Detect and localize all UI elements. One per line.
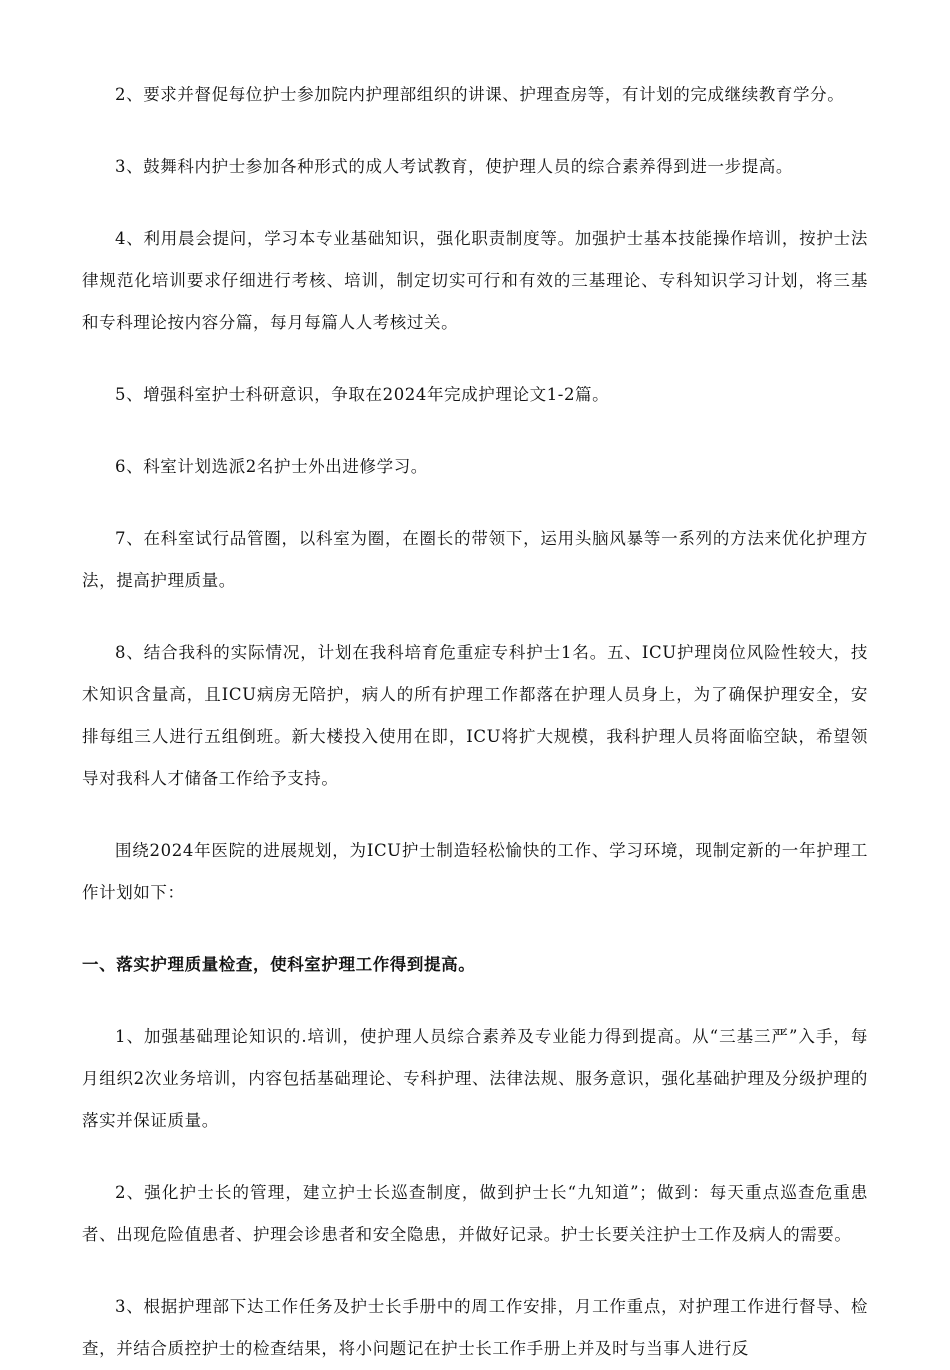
paragraph-section-item-3: 3、根据护理部下达工作任务及护士长手册中的周工作安排，月工作重点，对护理工作进行督导、检查，并结合质控护士的检查结果，将小问题记在护士长工作手册上并及时与当事人进行反: [82, 1297, 868, 1358]
paragraph-intro: 围绕2024年医院的进展规划，为ICU护士制造轻松愉快的工作、学习环境，现制定新的一年护理工作计划如下：: [82, 841, 868, 902]
paragraph-item-6: 6、科室计划选派2名护士外出进修学习。: [115, 457, 428, 476]
paragraph-item-8: 8、结合我科的实际情况，计划在我科培育危重症专科护士1名。五、ICU护理岗位风险性较大，技术知识含量高，且ICU病房无陪护，病人的所有护理工作都落在护理人员身上，为了确保护理安全，安排每组三人进行五组倒班。新大楼投入使用在即，ICU将扩大规模，我科护理人员将面临空缺，希望领导对我科人才储备工作给予支持。: [82, 643, 868, 788]
paragraph-item-4: 4、利用晨会提问，学习本专业基础知识，强化职责制度等。加强护士基本技能操作培训，按护士法律规范化培训要求仔细进行考核、培训，制定切实可行和有效的三基理论、专科知识学习计划，将三基和专科理论按内容分篇，每月每篇人人考核过关。: [82, 229, 868, 332]
paragraph-section-item-1: 1、加强基础理论知识的.培训，使护理人员综合素养及专业能力得到提高。从“三基三严”入手，每月组织2次业务培训，内容包括基础理论、专科护理、法律法规、服务意识，强化基础护理及分级护理的落实并保证质量。: [82, 1027, 868, 1130]
paragraph-section-item-2: 2、强化护士长的管理，建立护士长巡查制度，做到护士长“九知道”；做到：每天重点巡查危重患者、出现危险值患者、护理会诊患者和安全隐患，并做好记录。护士长要关注护士工作及病人的需要。: [82, 1183, 868, 1244]
paragraph-item-3: 3、鼓舞科内护士参加各种形式的成人考试教育，使护理人员的综合素养得到进一步提高。: [115, 157, 793, 176]
paragraph-item-5: 5、增强科室护士科研意识，争取在2024年完成护理论文1-2篇。: [115, 385, 610, 404]
paragraph-item-7: 7、在科室试行品管圈，以科室为圈，在圈长的带领下，运用头脑风暴等一系列的方法来优化护理方法，提高护理质量。: [82, 529, 868, 590]
paragraph-item-2: 2、要求并督促每位护士参加院内护理部组织的讲课、护理查房等，有计划的完成继续教育学分。: [115, 85, 845, 104]
section-heading: 一、落实护理质量检查，使科室护理工作得到提高。: [82, 955, 476, 974]
